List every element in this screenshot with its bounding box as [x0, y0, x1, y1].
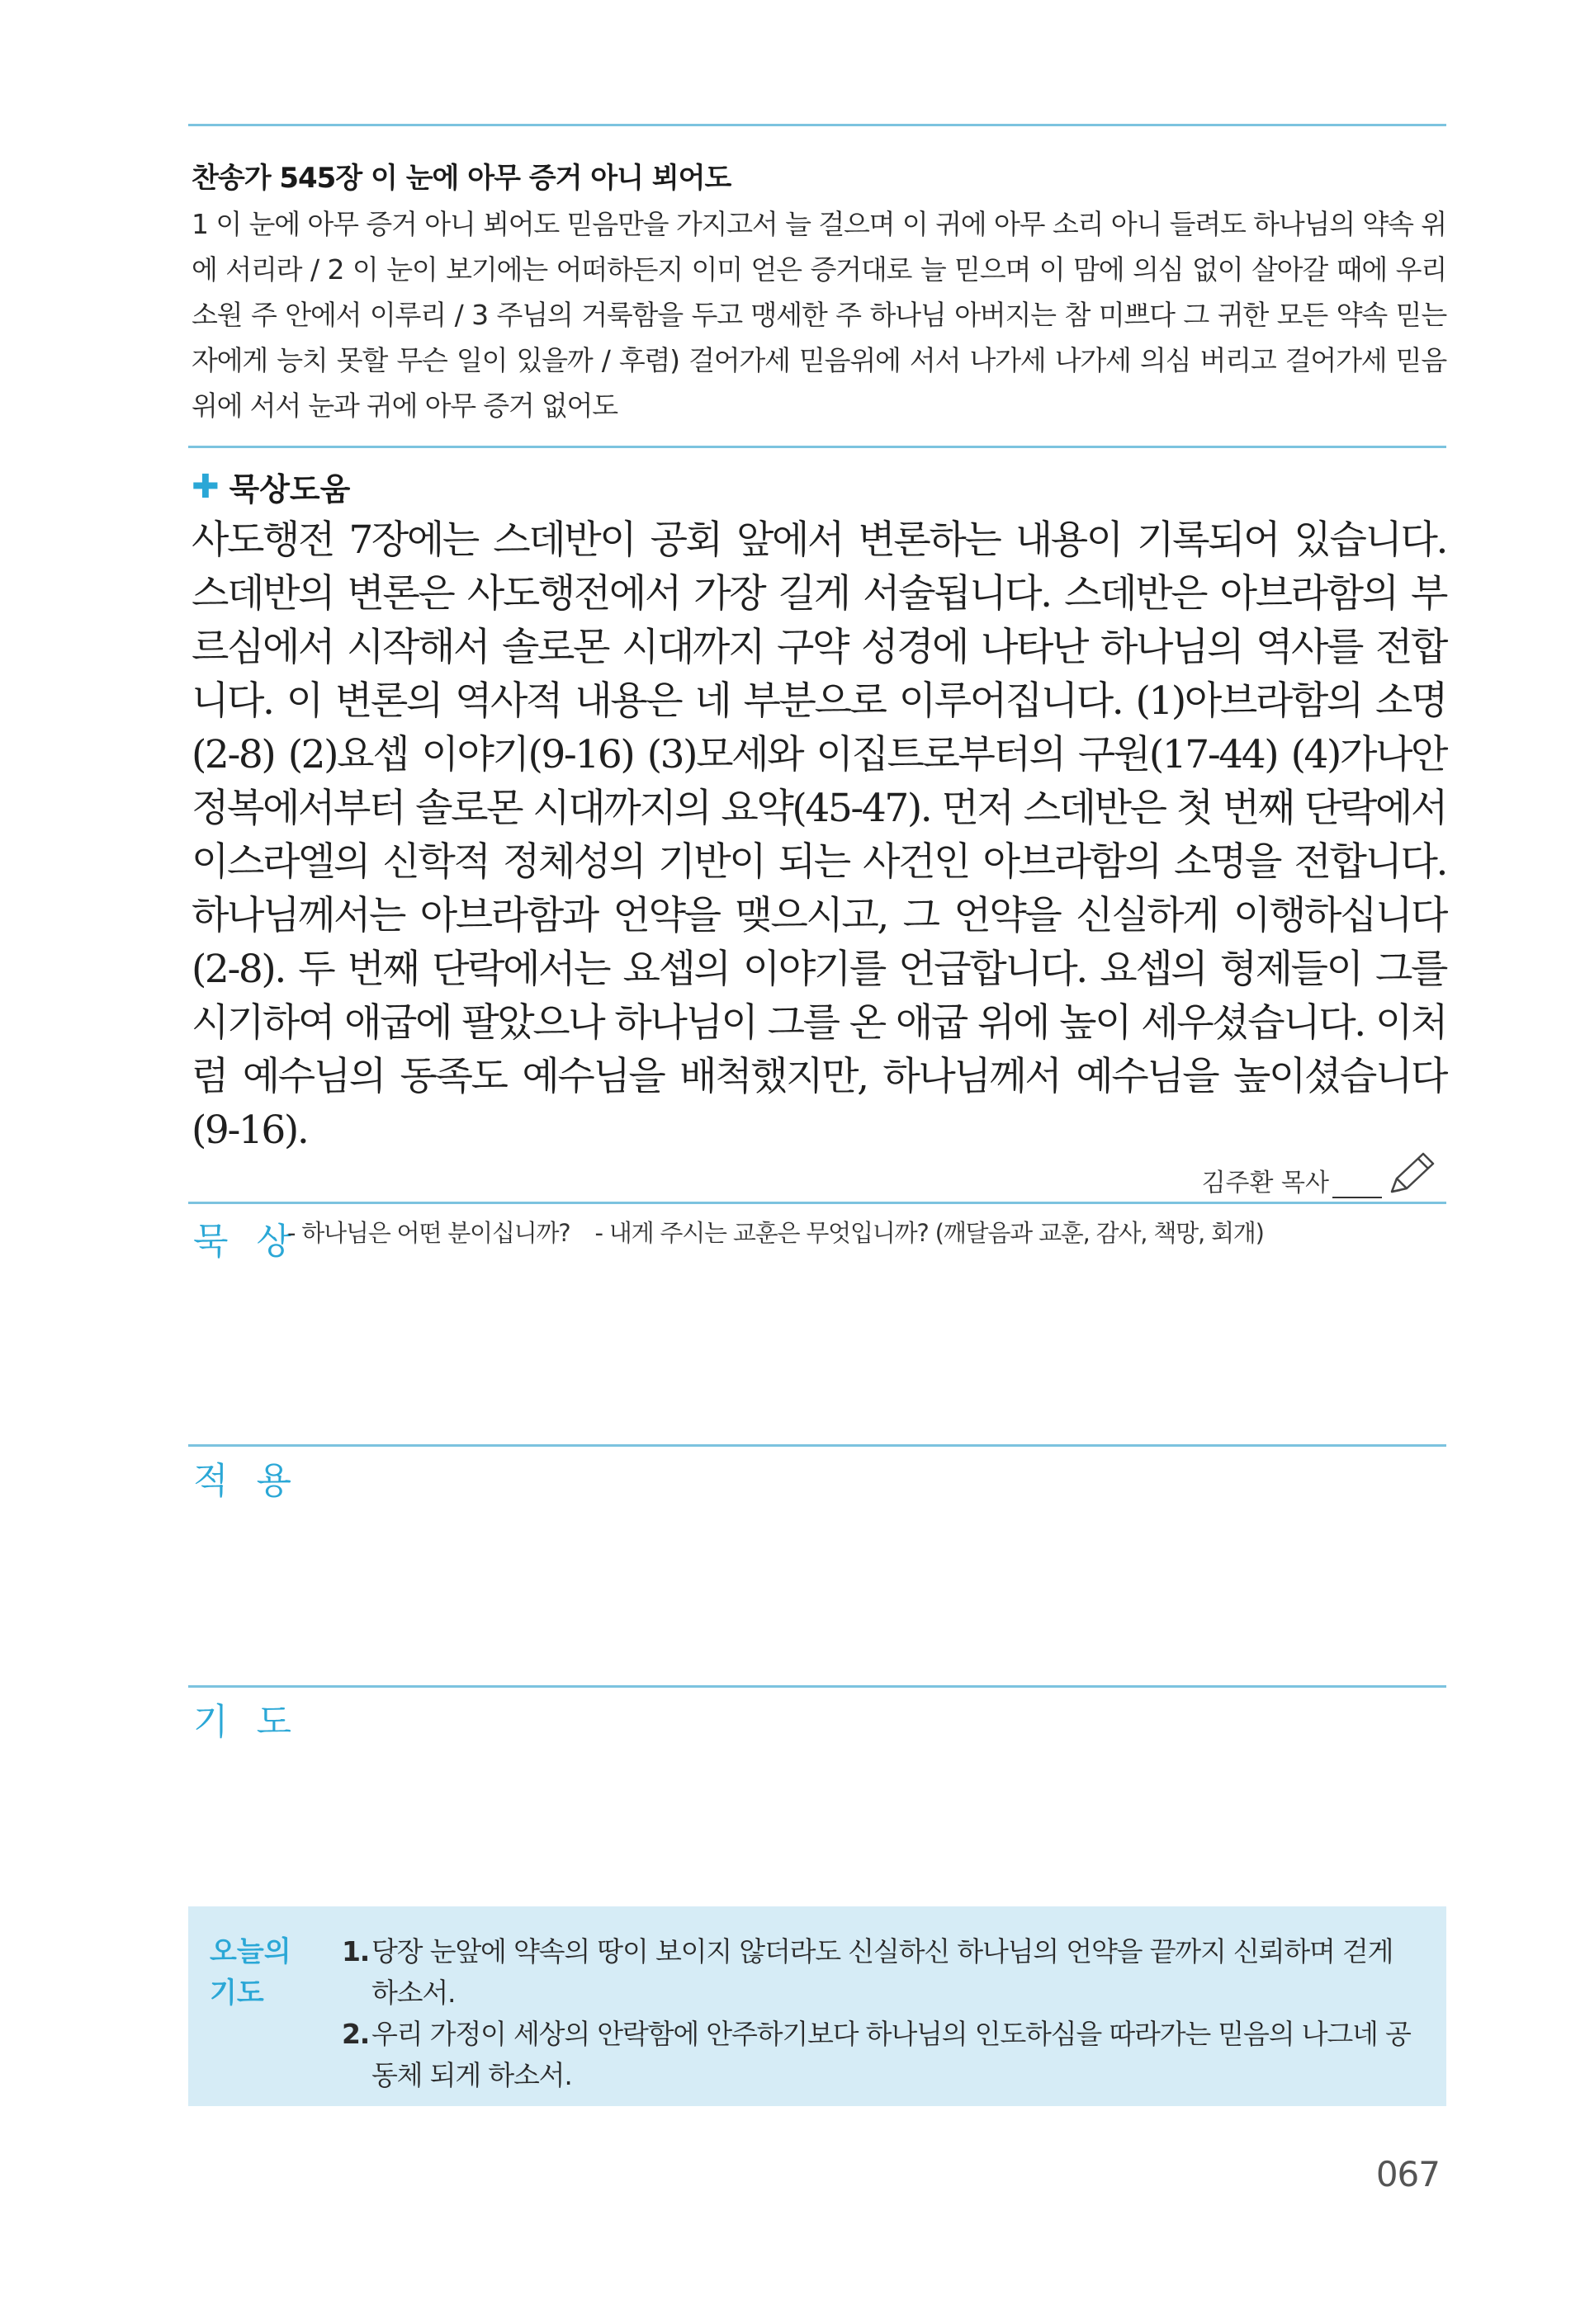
- signature-line: [1332, 1188, 1382, 1198]
- todays-prayer-label: 오늘의 기도: [210, 1935, 291, 2010]
- prayer-item: [342, 2014, 1423, 2096]
- reflection-rule: [188, 1202, 1446, 1204]
- top-rule: [188, 124, 1446, 126]
- meditation-heading-text: 묵상도움: [229, 471, 351, 508]
- prayer-item-number: 1.: [342, 1935, 370, 1967]
- application-rule: [188, 1444, 1446, 1447]
- question-1: - 하나님은 어떤 분이십니까?: [287, 1219, 570, 1247]
- hymn-lyrics: 1 이 눈에 아무 증거 아니 뵈어도 믿음만을 가지고서 늘 걸으며 이 귀에 아무 소리 아니 들려도 하나님의 약속 위에 서리라 / 2 이 눈이 보기에는 어떠하든지 이미 얻은 증거대로 늘 믿으며 이 맘에 의심 없이 살아갈 때에 우리 소원 주 안에서 이루리 / 3 주님의 거룩함을 두고 맹세한 주 하나님 아버지는 참 미쁘다 그 귀한 모든 약속 믿는 자에게 능치 못할 무슨 일이 있을까 / 후렴) 걸어가세 믿음위에 서서 나가세 나가세 의심 버리고 걸어가세 믿음위에 서서 눈과 귀에 아무 증거 없어도: [192, 208, 1446, 422]
- prayer-rule: [188, 1685, 1446, 1688]
- prayer-item-number: 2.: [342, 2018, 370, 2050]
- reflection-label: 묵 상: [193, 1221, 300, 1263]
- author-signature: [1202, 1149, 1438, 1198]
- prayer-item-text: 당장 눈앞에 약속의 땅이 보이지 않더라도 신실하신 하나님의 언약을 끝까지 신뢰하며 걷게 하소서.: [371, 1935, 1393, 2009]
- application-label: 적 용: [193, 1460, 300, 1502]
- prayer-item-text: 우리 가정이 세상의 안락함에 안주하기보다 하나님의 인도하심을 따라가는 믿음의 나그네 공동체 되게 하소서.: [371, 2018, 1411, 2091]
- todays-prayer-list: [342, 1931, 1423, 2096]
- question-2: - 내게 주시는 교훈은 무엇입니까? (깨달음과 교훈, 감사, 책망, 회개): [594, 1219, 1264, 1247]
- prayer-item: [342, 1931, 1423, 2014]
- page-number: 067: [1375, 2154, 1440, 2194]
- meditation-heading: [192, 464, 350, 509]
- hymn-title: 찬송가 545장 이 눈에 아무 증거 아니 뵈어도: [192, 162, 731, 195]
- hymn-bottom-rule: [188, 446, 1446, 448]
- prayer-label: 기 도: [193, 1701, 300, 1743]
- pencil-icon: [1385, 1149, 1438, 1198]
- meditation-body: 사도행전 7장에는 스데반이 공회 앞에서 변론하는 내용이 기록되어 있습니다. 스데반의 변론은 사도행전에서 가장 길게 서술됩니다. 스데반은 아브라함의 부르심에서 시작해서 솔로몬 시대까지 구약 성경에 나타난 하나님의 역사를 전합니다. 이 변론의 역사적 내용은 네 부분으로 이루어집니다. (1)아브라함의 소명(2-8) (2)요셉 이야기(9-16) (3)모세와 이집트로부터의 구원(17-44) (4)가나안 정복에서부터 솔로몬 시대까지의 요약(45-47). 먼저 스데반은 첫 번째 단락에서 이스라엘의 신학적 정체성의 기반이 되는 사건인 아브라함의 소명을 전합니다. 하나님께서는 아브라함과 언약을 맺으시고, 그 언약을 신실하게 이행하십니다(2-8). 두 번째 단락에서는 요셉의 이야기를 언급합니다. 요셉의 형제들이 그를 시기하여 애굽에 팔았으나 하나님이 그를 온 애굽 위에 높이 세우셨습니다. 이처럼 예수님의 동족도 예수님을 배척했지만, 하나님께서 예수님을 높이셨습니다(9-16).: [192, 517, 1446, 1153]
- plus-icon: ✚: [192, 467, 220, 506]
- reflection-questions: [287, 1215, 1264, 1249]
- todays-prayer-box: [188, 1906, 1446, 2106]
- author-name: 김주환 목사: [1201, 1169, 1329, 1197]
